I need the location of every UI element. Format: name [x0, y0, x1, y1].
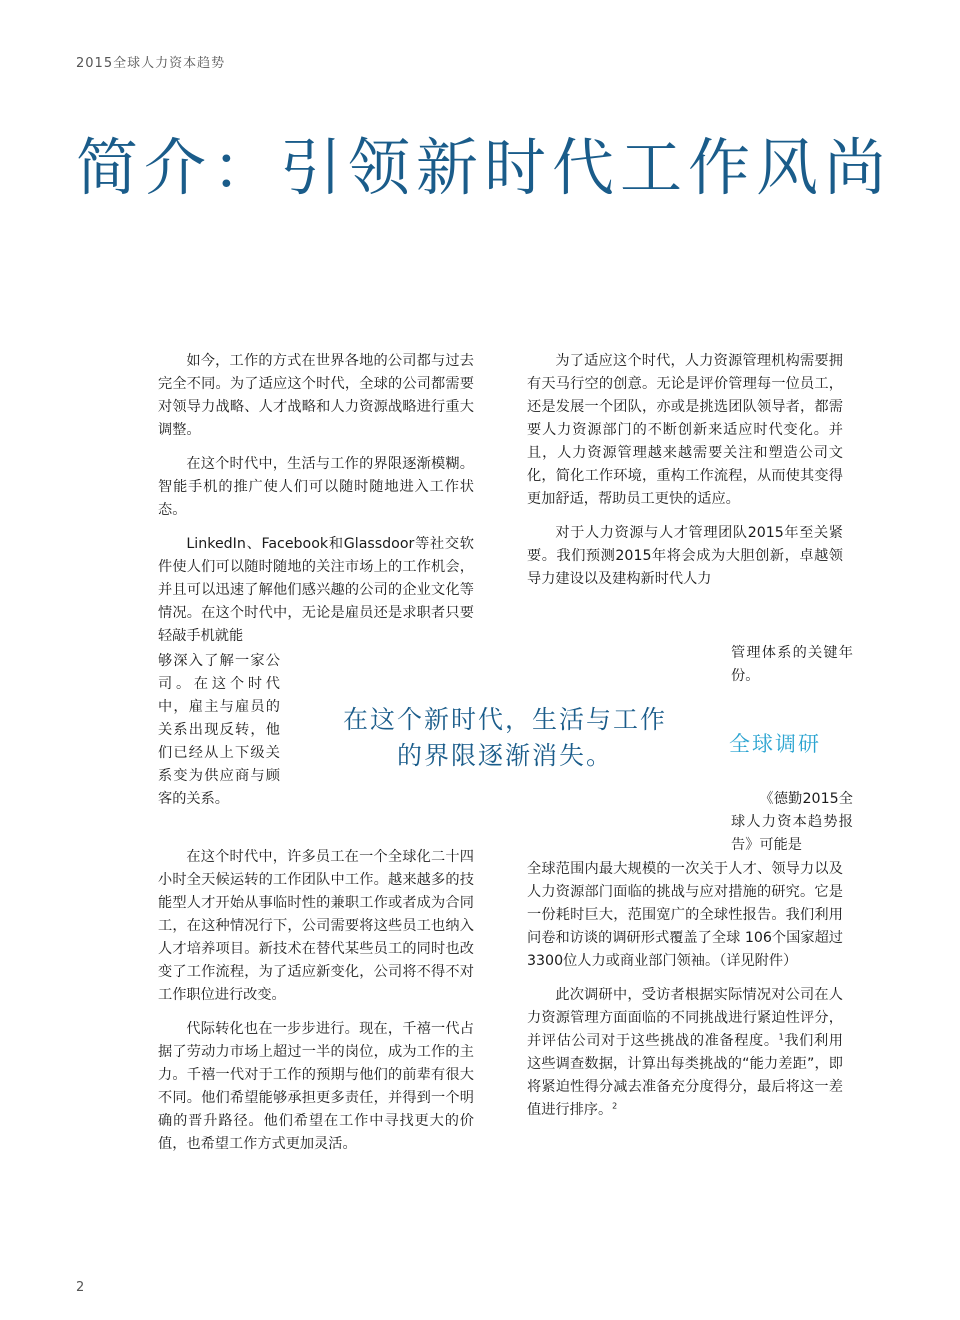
left-paragraph-3-continued: 够深入了解一家公司。在这个时代中，雇主与雇员的关系出现反转，他们已经从上下级关系变为供应商与顾客的关系。	[158, 653, 280, 807]
right-paragraph-4-tail: 我们利用这些调查数据，计算出每类挑战的“能力差距”，即将紧迫性得分减去准备充分度得分，最后将这一差值进行排序。	[527, 1033, 843, 1118]
pull-quote	[300, 702, 710, 774]
left-paragraph-4-text: 在这个时代中，许多员工在一个全球化二十四小时全天候运转的工作团队中工作。越来越多的技能型人才开始从事临时性的兼职工作或者成为合同工，在这种情况行下，公司需要将这些员工也纳入人才培养项目。新技术在替代某些员工的同时也改变了工作流程，为了适应新变化，公司将不得不对工作职位进行改变。	[158, 849, 474, 1003]
right-paragraph-2-continued: 管理体系的关键年份。	[731, 645, 853, 684]
right-paragraph-3-text: 全球范围内最大规模的一次关于人才、领导力以及人力资源部门面临的挑战与应对措施的研究。它是一份耗时巨大，范围宽广的全球性报告。我们利用问卷和访谈的调研形式覆盖了全球 106个国家超过3300位人力或商业部门领袖。（详见附件）	[527, 861, 843, 969]
right-paragraph-2: 对于人力资源与人才管理团队2015年至关紧要。我们预测2015年将会成为大胆创新，卓越领导力建设以及建构新时代人力	[527, 525, 843, 587]
footnote-ref-2: 2	[612, 1101, 618, 1111]
right-paragraph-3-start	[731, 788, 853, 857]
left-paragraph-5: 代际转化也在一步步进行。现在，千禧一代占据了劳动力市场上超过一半的岗位，成为工作的主力。千禧一代对于工作的预期与他们的前辈有很大不同。他们希望能够承担更多责任，并得到一个明确的晋升路径。他们希望在工作中寻找更大的价值，也希望工作方式更加灵活。	[158, 1021, 474, 1152]
left-paragraph-4	[158, 846, 474, 1156]
running-head: 2015全球人力资本趋势	[76, 56, 226, 71]
right-paragraph-4-main: 此次调研中，受访者根据实际情况对公司在人力资源管理方面面临的不同挑战进行紧迫性评分，并评估公司对于这些挑战的准备程度。	[527, 987, 843, 1049]
right-column	[527, 350, 843, 591]
right-paragraph-3	[527, 858, 843, 1122]
section-heading: 全球调研	[729, 732, 821, 756]
right-paragraph-3-start-text: 《德勤2015全球人力资本趋势报告》可能是	[731, 791, 853, 853]
right-paragraph-4	[527, 984, 843, 1122]
pull-quote-line-1: 在这个新时代，生活与工作	[342, 705, 667, 734]
footnote-ref-1: 1	[778, 1032, 784, 1042]
left-paragraph-3: LinkedIn、Facebook和Glassdoor等社交软件使人们可以随时随地的关注市场上的工作机会，并且可以迅速了解他们感兴趣的公司的企业文化等情况。在这个时代中，无论是雇员还是求职者只要轻敲手机就能	[158, 536, 474, 644]
left-paragraph-1: 如今，工作的方式在世界各地的公司都与过去完全不同。为了适应这个时代，全球的公司都需要对领导力战略、人才战略和人力资源战略进行重大调整。	[158, 353, 474, 438]
pull-quote-line-2: 的界限逐渐消失。	[396, 741, 613, 770]
page-number: 2	[76, 1280, 85, 1295]
left-column	[158, 350, 474, 648]
right-paragraph-1: 为了适应这个时代，人力资源管理机构需要拥有天马行空的创意。无论是评价管理每一位员工，还是发展一个团队，亦或是挑选团队领导者，都需要人力资源部门的不断创新来适应时代变化。并且，人力资源管理越来越需要关注和塑造公司文化，简化工作环境，重构工作流程，从而使其变得更加舒适，帮助员工更快的适应。	[527, 353, 843, 507]
page-title: 简介：引领新时代工作风尚	[76, 131, 893, 204]
left-paragraph-2: 在这个时代中，生活与工作的界限逐渐模糊。智能手机的推广使人们可以随时随地进入工作状态。	[158, 456, 474, 518]
